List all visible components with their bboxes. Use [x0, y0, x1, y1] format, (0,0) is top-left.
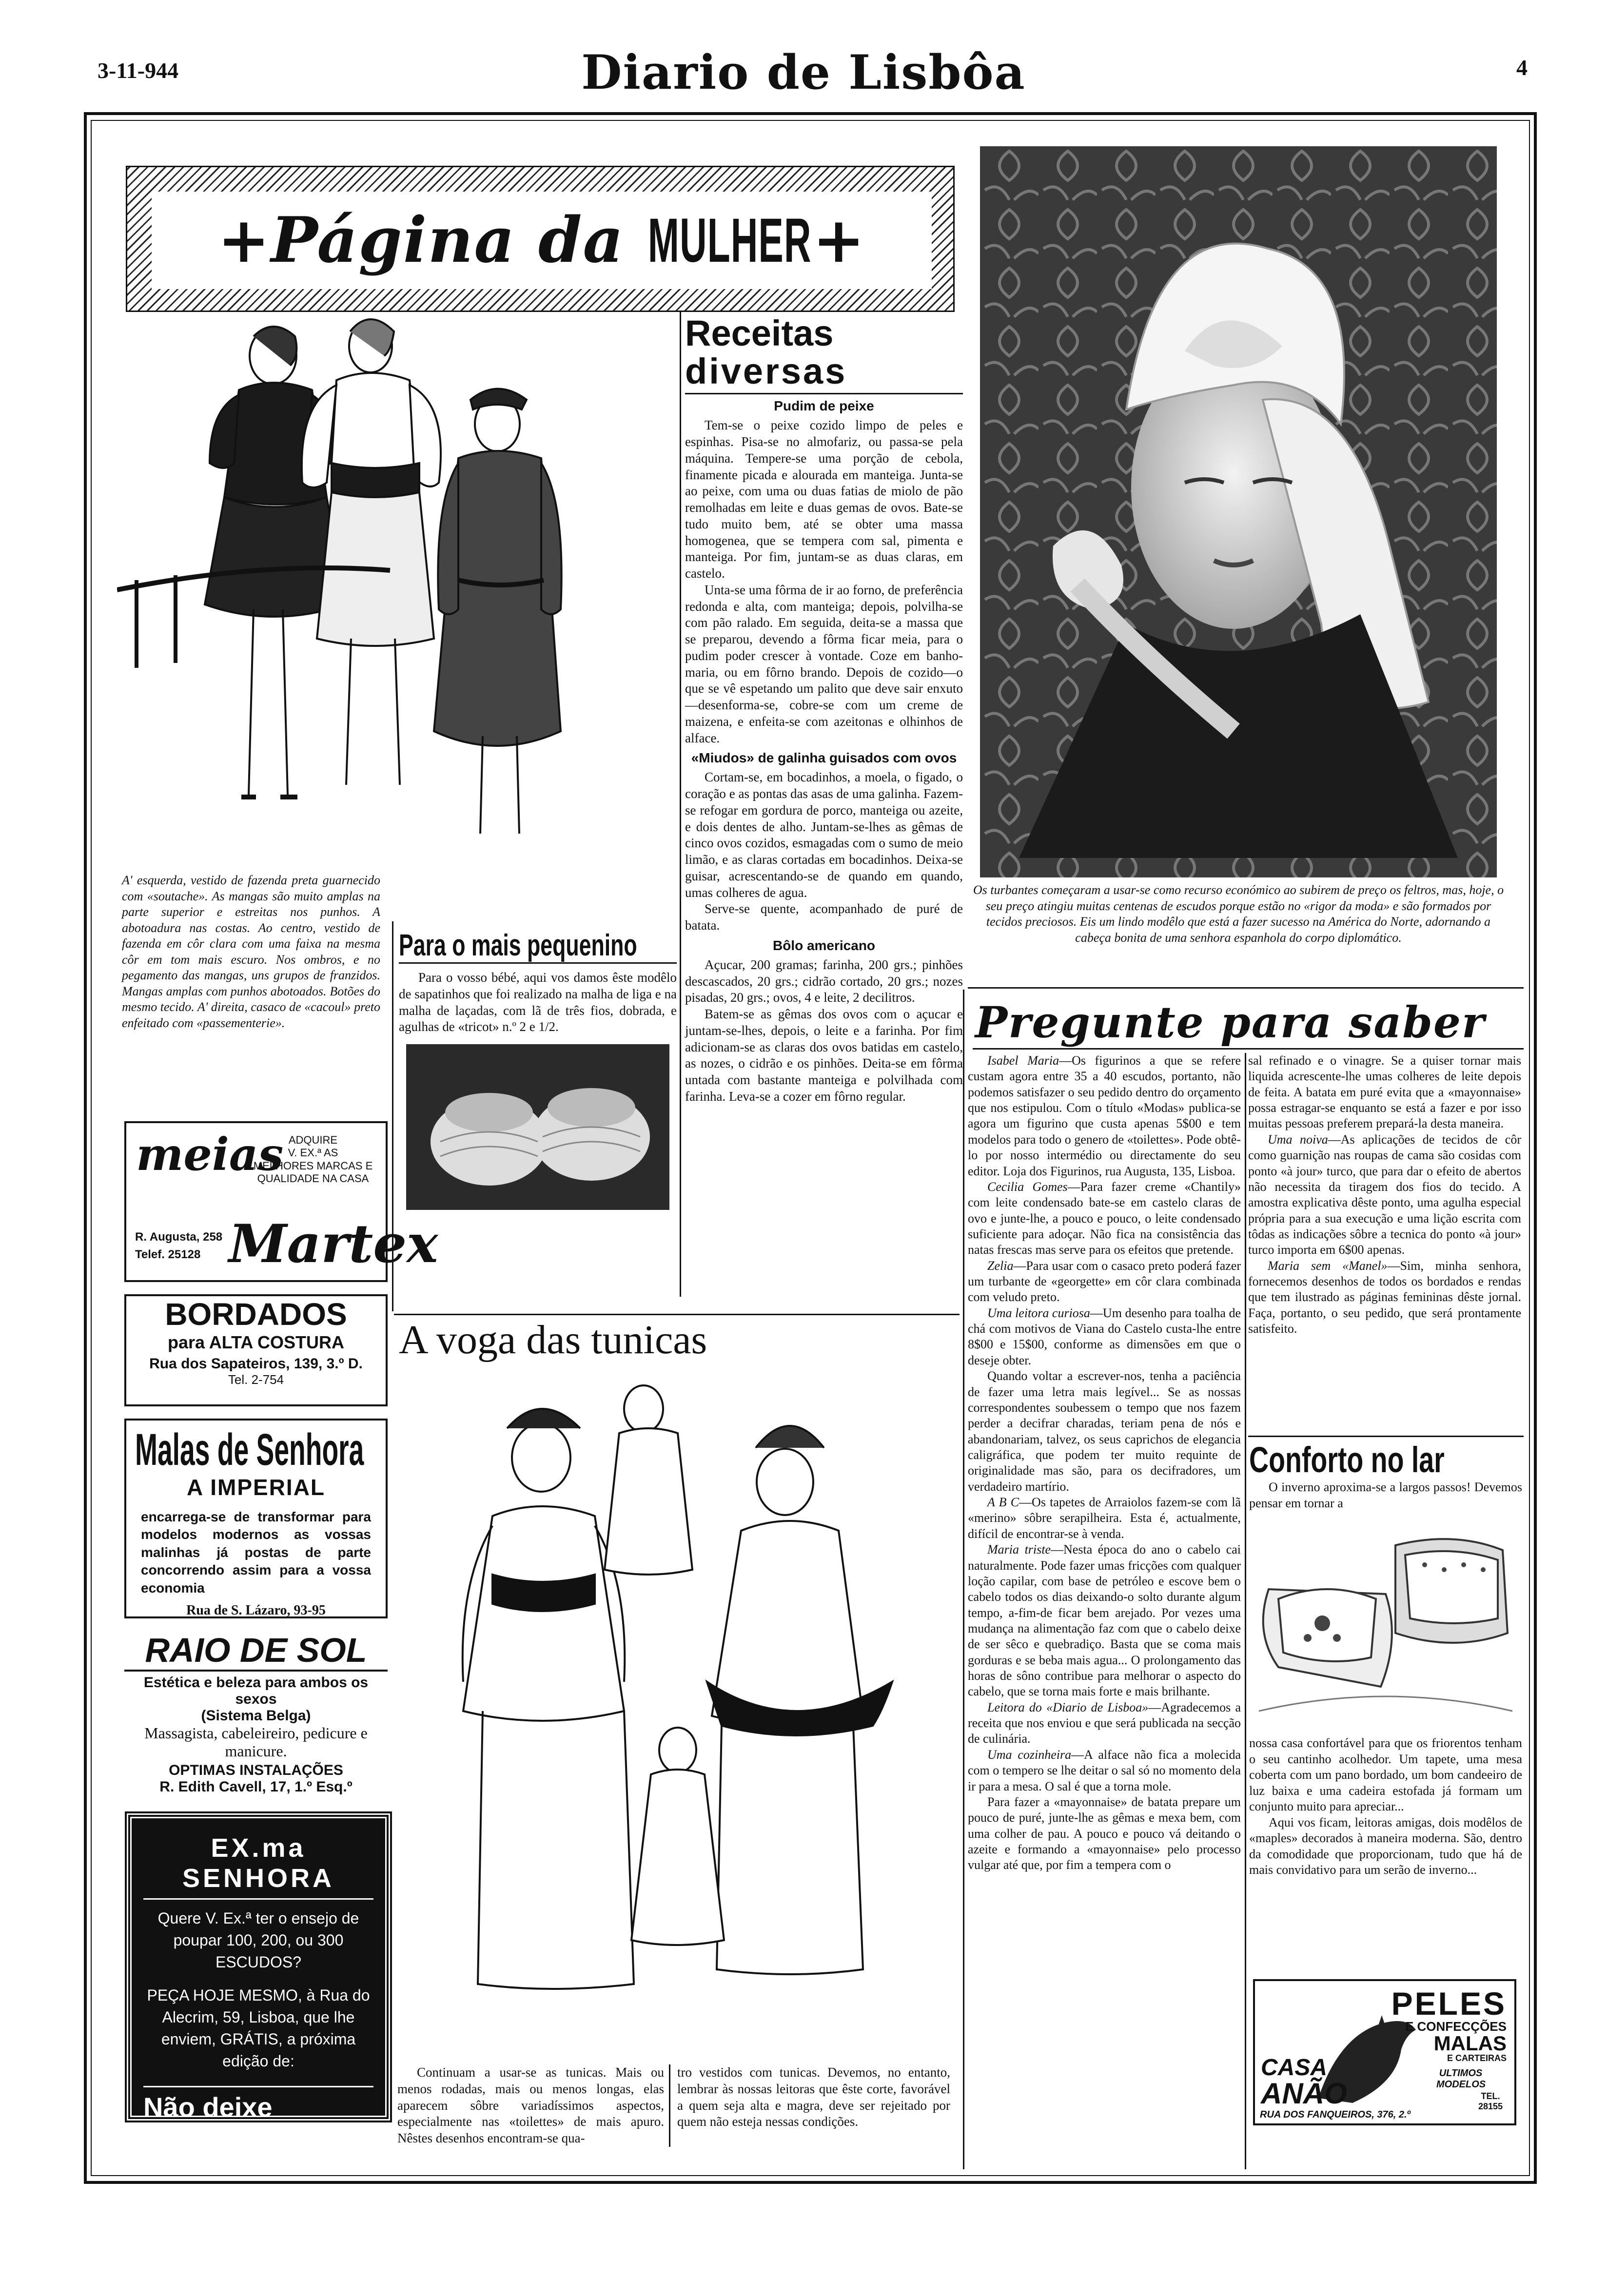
recipe-sub-2: «Miudos» de galinha guisados com ovos — [691, 750, 957, 766]
ad-malas-title: Malas de Senhora — [135, 1425, 364, 1474]
ad-peles-address: RUA DOS FANQUEIROS, 376, 2.º — [1260, 2109, 1411, 2120]
ad-peles-name1: CASA — [1261, 2055, 1328, 2081]
ask-entry-name: Cecilia Gomes — [987, 1179, 1068, 1194]
ask-column-2 — [1248, 1053, 1521, 1337]
ad-meias-info — [247, 1134, 379, 1186]
baby-section — [399, 929, 677, 1210]
ask-entry-text: Quando voltar a escrever-nos, tenha a paciência de fazer uma letra mais legível... Se as nossas correspondentes soubessem o tempo que nos fazem perder a decifrar charadas, teriam pena de nós e abandonariam, talvez, os seus caprichos de elegancia caligráfica, que podem ter muito requinte de originalidade mas são, para os decifradores, um verdadeiro martírio. — [968, 1369, 1241, 1494]
tunics-paragraph: tro vestidos com tunicas. Devemos, no entanto, lembrar às nossas leitoras que êste corte, favorável a quem seja alta e magra, deve ser rejeitado por quem não esteja nessas condições. — [677, 2065, 950, 2129]
comfort-paragraph: O inverno aproxima-se a largos passos! Devemos pensar em tornar a — [1249, 1480, 1522, 1510]
ad-bordados-line2: Rua dos Sapateiros, 139, 3.º D. — [149, 1356, 363, 1372]
section-banner — [126, 166, 955, 312]
ask-entry: Zelia—Para usar com o casaco preto poderá fazer um turbante de «georgette» em côr clara combinada com veludo preto. — [968, 1258, 1241, 1304]
turban-portrait — [980, 146, 1497, 877]
recipe-paragraph: Serve-se quente, acompanhado de puré de batata. — [685, 901, 963, 933]
armchairs-illustration — [1249, 1516, 1522, 1731]
baby-shoes-drawing — [406, 1044, 669, 1210]
banner-script: Página da — [271, 204, 625, 277]
banner-plus-right: + — [812, 204, 866, 277]
ask-entry: Uma leitora curiosa—Um desenho para toalha de chá com motivos de Viana do Castelo custa-lhe entre 8$00 e 15$00, conforme as dimensões em que o deseje obter. — [968, 1305, 1241, 1367]
ad-peles-line1: PELES — [1391, 1985, 1507, 2022]
comfort-section — [1249, 1440, 1522, 1878]
ask-entry-text: Para fazer creme «Chantily» com leite condensado bate-se em castelo claras de ovo e junte-lhe, a pouco e pouco, o leite condensado suficiente para adoçar. Não fica na consistência das natas frescas mas serve para os efeitos que pretende. — [968, 1179, 1241, 1257]
masthead-title: Diario de Lisbôa — [581, 45, 1026, 100]
recipes-rule — [685, 393, 963, 394]
comfort-title-box — [1249, 1440, 1522, 1479]
ad-peles-tel: TEL. 28155 — [1478, 2091, 1503, 2111]
recipes-body — [685, 397, 963, 1105]
ask-entry — [968, 1368, 1241, 1495]
comfort-body-1 — [1249, 1479, 1522, 1511]
baby-title: Para o mais pequenino — [399, 929, 637, 962]
ad-raio-address: R. Edith Cavell, 17, 1.º Esq.º — [159, 1779, 353, 1795]
ad-exma — [127, 1813, 390, 2121]
section-rule — [968, 987, 1524, 989]
comfort-paragraph: nossa casa confortável para que os friorentos tenham o seu cantinho acolhedor. Um tapete, uma mesa coberta com um pano bordado, um bom candeeiro de luz baixa e uma cadeira estofada já formam um conjunto muito para apreciar... — [1249, 1736, 1522, 1813]
banner-big: MULHER — [647, 206, 812, 275]
section-rule — [1248, 1436, 1524, 1437]
ad-exma-footer: Não deixe — [143, 2086, 373, 2123]
recipe-paragraph: Açucar, 200 gramas; farinha, 200 grs.; pinhões descascados, 20 grs.; cidrão cortado, 20 grs.; nozes pisadas, 20 grs.; ovos, 4 e leite, 2 decilitros. — [685, 957, 963, 1005]
comfort-title: Conforto no lar — [1249, 1440, 1445, 1479]
ask-entry-name: Maria triste — [987, 1542, 1051, 1557]
tunics-col-2 — [677, 2064, 950, 2147]
ad-raio — [124, 1631, 388, 1796]
ad-meias-word: meias — [136, 1128, 284, 1181]
ask-entry-text: Para usar com o casaco preto poderá fazer um turbante de «georgette» em côr clara combinada com veludo preto. — [968, 1258, 1241, 1304]
column-rule — [963, 990, 964, 2169]
ask-entry-text: As aplicações de tecidos de côr como guarnição nas roupas de cama são cosidas com ponto «à jour» turco, que para dar o efeito de abertos não necessita da tiragem dos fios do tecido. A amostra explicativa dêste ponto, uma agulha especial própria para a sua execução e uma lição escrita com tôdas as indicações sôbre a tecnica do ponto «à jour» turco importa em 6$00 apenas. — [1248, 1132, 1521, 1257]
ad-malas-title-box — [126, 1425, 386, 1474]
ad-bordados-title: BORDADOS — [165, 1297, 347, 1332]
section-rule — [394, 1314, 960, 1315]
ask-entry: Maria triste—Nesta época do ano o cabelo cai naturalmente. Pode fazer umas fricções com qualquer loção capilar, com base de petróleo e escove bem o cabelo todos os dias deixando-o solto durante algum tempo, a-fim-de ficar bem arejado. Por vezes uma mudança na alimentação faz com que o cabelo deixe de ser sêco e quebradiço. Basta que se coma mais gorduras e se beba mais agua... O prolongamento das horas de sôno contribue para melhorar o aspecto do cabelo, que se torna mais forte e mais brilhante. — [968, 1542, 1241, 1699]
ask-entry-name: Maria sem «Manel» — [1268, 1258, 1388, 1273]
tunics-col-1 — [397, 2064, 670, 2147]
tunics-drawing — [405, 1370, 956, 2047]
ask-entry-text: Agradecemos a receita que nos enviou e que será publicada na secção de culinária. — [968, 1700, 1241, 1746]
ad-meias-phone: Telef. 25128 — [135, 1248, 201, 1261]
ad-malas-body: encarrega-se de transformar para modelos modernos as vossas malinhas já postas de parte concorrendo assim para a vossa economia — [141, 1509, 371, 1596]
column-rule — [1245, 1053, 1246, 2169]
ad-bordados-line1: para ALTA COSTURA — [167, 1332, 344, 1352]
ask-entry-text: Sim, minha senhora, fornecemos desenhos de todos os bordados e rendas que tem ilustrado as páginas femininas dêste jornal. Faça, portanto, o seu pedido, que será prontamente satisfeito. — [1248, 1258, 1521, 1336]
tunics-illustration — [405, 1370, 956, 2047]
ask-entry-text: Nesta época do ano o cabelo cai naturalmente. Pode fazer umas fricções com qualquer loção capilar, com base de petróleo e escove bem o cabelo todos os dias deixando-o solto durante algum tempo, a-fim-de ficar bem arejado. Por vezes uma mudança na alimentação faz com que o cabelo deixe de ser sêco e quebradiço. Basta que se coma mais gorduras e se beba mais agua... O prolongamento das horas de sôno contribue para melhorar o aspecto do cabelo, que se torna mais forte e mais brilhante. — [968, 1542, 1241, 1699]
ask-entry: Leitora do «Diario de Lisboa»—Agradecemos a receita que nos enviou e que será publicada na secção de culinária. — [968, 1700, 1241, 1746]
ask-entry: Maria sem «Manel»—Sim, minha senhora, fornecemos desenhos de todos os bordados e rendas que tem ilustrado as páginas femininas dêste jornal. Faça, portanto, o seu pedido, que será prontamente satisfeito. — [1248, 1258, 1521, 1336]
ad-raio-title: RAIO DE SOL — [124, 1631, 388, 1672]
comfort-paragraph: Aqui vos ficam, leitoras amigas, dois modêlos de «maples» decorados à maneira moderna. São, dentro da comodidade que proporcionam, tudo que há de mais convidativo para um serão de inverno... — [1249, 1815, 1522, 1877]
ad-raio-line1: Estética e beleza para ambos os sexos — [143, 1674, 369, 1707]
recipe-paragraph: Batem-se as gêmas dos ovos com o açucar e juntam-se-lhes, depois, o leite e a farinha. Por fim adicionam-se as claras dos ovos batidas em castelo, as nozes, o cidrão e os pinhões. Deita-se em fôrma untada com bastante manteiga e polvilhada com farinha. Leva-se a cozer em fôrno regular. — [685, 1007, 963, 1104]
recipes-title-line1: Receitas — [685, 313, 834, 353]
ask-entry-text: sal refinado e o vinagre. Se a quiser tornar mais liquida acrescente-lhe umas colheres de leite depois de feita. A batata em puré evita que a «mayonnaise» possa estragar-se enquanto se está a fazer e por isso muitas pessoas preferem prepará-la desta maneira. — [1248, 1053, 1521, 1131]
ad-bordados-phone: Tel. 2-754 — [228, 1372, 284, 1387]
tunics-title: A voga das tunicas — [399, 1317, 707, 1362]
baby-title-box — [399, 929, 677, 964]
ad-meias-line: V. EX.ª AS — [288, 1147, 338, 1159]
ask-entry-text: Os figurinos a que se refere custam agora entre 35 a 40 escudos, portanto, não podemos satisfazer o seu pedido dentro do orçamento que nos estipulou. Com o título «Modas» publica-se agora um figurino que custa apenas 5$00 e tem modelos para todo o genero de «toilettes». Pode obtê-lo por nosso intermédio ou directamente do seu editor. Loja dos Figurinos, rua Augusta, 135, Lisboa. — [968, 1053, 1241, 1178]
ad-malas — [124, 1419, 388, 1618]
ask-entry-name: Leitora do «Diario de Lisboa» — [987, 1700, 1149, 1714]
page-number: 4 — [1516, 55, 1528, 80]
ask-rule — [973, 1048, 1524, 1050]
fashion-illustration — [117, 317, 678, 868]
ask-entry-name: Zelia — [987, 1258, 1014, 1273]
recipe-paragraph: Unta-se uma fôrma de ir ao forno, de preferência redonda e alta, com manteiga; depois, polvilha-se com pão ralado. Em seguida, deita-se a massa que se preparou, devendo a fôrma ficar meia, para o pudim poder crescer à vontade. Coze em banho-maria, ou em fôrno brando. Depois de cozido—o que se vê espetando um palito que deve sair enxuto—desenforma-se, cobre-se com um creme de maizena, e enfeita-se com azeitonas e olhinhos de alface. — [685, 582, 963, 745]
tunics-body — [397, 2064, 958, 2147]
baby-shoes-photo — [406, 1044, 669, 1210]
baby-paragraph: Para o vosso bébé, aqui vos damos êste modêlo de sapatinhos que foi realizado na malha de liga e na malha de laçadas, com lã de três fios, dobrada, e agulhas de «tricot» n.º 2 e 1/2. — [399, 970, 677, 1034]
ad-meias-address: R. Augusta, 258 — [135, 1230, 223, 1244]
ad-exma-body1: Quere V. Ex.ª ter o ensejo de poupar 100, 200, ou 300 ESCUDOS? — [157, 1909, 359, 1971]
ask-entry-name: Uma cozinheira — [987, 1747, 1072, 1762]
fashion-caption: A' esquerda, vestido de fazenda preta guarnecido com «soutache». As mangas são muito amplas na parte superior e estreitas nos punhos. A abotoadura nas costas. Ao centro, vestido de fazenda em côr clara com uma faixa na mesma côr em tom mais escuro. Nos ombros, e no pegamento das mangas, uns grupos de franzidos. Mangas amplas com punhos abotoados. Botões do mesmo tecido. A' direita, casaco de «cacoul» preto enfeitado com «passementerie». — [122, 873, 380, 1030]
ad-malas-name: A IMPERIAL — [186, 1475, 326, 1500]
ask-title: Pregunte para saber — [975, 997, 1486, 1048]
ad-raio-line2: (Sistema Belga) — [201, 1708, 311, 1724]
fashion-drawing — [117, 317, 678, 868]
ad-meias-line: MELHORES MARCAS E — [253, 1159, 373, 1172]
ad-peles — [1253, 1979, 1516, 2125]
ad-peles-name2: ANÃO — [1261, 2077, 1347, 2110]
armchairs-drawing — [1249, 1516, 1522, 1731]
column-rule — [680, 312, 681, 1297]
ad-bordados — [124, 1294, 388, 1406]
ad-raio-line3: Massagista, cabeleireiro, pedicure e manicure. — [144, 1724, 368, 1760]
ask-entry: Uma cozinheira—A alface não fica a molecida com o tempero se lhe deitar o sal só no momento dela ir para a mesa. O sal é que a torna mole. — [968, 1747, 1241, 1793]
recipes-title-line2: diversas — [685, 350, 847, 391]
tunics-paragraph: Continuam a usar-se as tunicas. Mais ou menos rodadas, mais ou menos longas, elas aparecem sôbre variadíssimos aspectos, especialmente nas «toilettes» de mais apuro. Nêstes desenhos encontram-se qua- — [397, 2065, 664, 2145]
recipe-sub-3: Bôlo americano — [772, 937, 876, 953]
ad-peles-models: ULTIMOS MODELOS — [1436, 2068, 1486, 2090]
ask-entry: A B C—Os tapetes de Arraiolos fazem-se com lã «merino» sôbre serapilheira. Esta é, actualmente, difícil de encontrar-se à venda. — [968, 1495, 1241, 1541]
ask-entry-text: Os tapetes de Arraiolos fazem-se com lã «merino» sôbre serapilheira. Esta é, actualmente, difícil de encontrar-se à venda. — [968, 1495, 1241, 1541]
ask-entry-name: A B C — [987, 1495, 1019, 1510]
ad-peles-line2: E CONFECÇÕES — [1405, 2019, 1507, 2034]
ask-entry: Cecilia Gomes—Para fazer creme «Chantily» com leite condensado bate-se em castelo claras de ovo e junte-lhe, a pouco e pouco, o leite condensado suficiente para adoçar. Não fica na consistência das natas frescas mas serve para os efeitos que pretende. — [968, 1179, 1241, 1257]
ad-exma-body2: PEÇA HOJE MESMO, à Rua do Alecrim, 59, Lisboa, que lhe enviem, GRÁTIS, a próxima edição de: — [147, 1986, 370, 2070]
ask-entry — [968, 1794, 1241, 1873]
ask-entry-text: Um desenho para toalha de chá com motivos de Viana do Castelo custa-lhe entre 8$00 e 15$00, conforme as dimensões em que o deseje obter. — [968, 1305, 1241, 1367]
ad-meias-line: ADQUIRE — [288, 1134, 338, 1146]
turban-photo — [980, 146, 1497, 877]
ask-entry-text: Para fazer a «mayonnaise» de batata prepare um pouco de puré, junte-lhe as gêmas e mexa bem, com uma colher de pau. A pouco e pouco vá deitando o azeite e formando a «mayonnaise» pelo processo vulgar até que, por fim a tempera com o — [968, 1794, 1241, 1872]
ask-entry-name: Uma leitora curiosa — [987, 1305, 1090, 1320]
comfort-body-2 — [1249, 1735, 1522, 1878]
ad-peles-line3: MALAS — [1433, 2032, 1507, 2055]
ask-entry-name: Isabel Maria — [987, 1053, 1059, 1068]
baby-body — [399, 970, 677, 1035]
ad-meias-brand: Martex — [229, 1213, 438, 1275]
ask-entry: Isabel Maria—Os figurinos a que se refere custam agora entre 35 a 40 escudos, portanto, não podemos satisfazer o seu pedido dentro do orçamento que nos estipulou. Com o título «Modas» publica-se agora um figurino que custa apenas 5$00 e tem modelos para todo o genero de «toilettes». Pode obtê-lo por nosso intermédio ou directamente do seu editor. Loja dos Figurinos, rua Augusta, 135, Lisboa. — [968, 1053, 1241, 1178]
ad-meias-line: QUALIDADE NA CASA — [257, 1172, 369, 1185]
banner-inner — [152, 192, 932, 289]
ad-peles-line4: E CARTEIRAS — [1447, 2053, 1507, 2063]
recipes-section — [685, 314, 963, 1105]
recipe-paragraph: Tem-se o peixe cozido limpo de peles e espinhas. Pisa-se no almofariz, ou passa-se pela máquina. Tempere-se uma porção de cebola, finamente picada e alourada em manteiga. Junta-se ao peixe, com uma ou duas fatias de miolo de pão remolhadas em leite e duas gemas de ovos. Bate-se tudo muito bem, até se obter uma massa homogenea, que se tempera com sal, pimenta e manteiga. Por fim, juntam-se as duas claras, em castelo. — [685, 418, 963, 581]
ad-meias — [124, 1121, 438, 1282]
ask-column-1 — [968, 1053, 1241, 1873]
ask-entry-text: A alface não fica a molecida com o tempero se lhe deitar o sal só no momento dela ir para a mesa. O sal é que a torna mole. — [968, 1747, 1241, 1793]
ad-exma-title: EX.ma SENHORA — [143, 1833, 373, 1900]
ask-entry — [1248, 1053, 1521, 1132]
ad-malas-address: Rua de S. Lázaro, 93-95 — [186, 1602, 326, 1618]
banner-title — [217, 204, 865, 277]
ask-entry: Uma noiva—As aplicações de tecidos de côr como guarnição nas roupas de cama são cosidas com ponto «à jour» turco, que para dar o efeito de abertos não necessita da tiragem dos fios do tecido. A amostra explicativa dêste ponto, uma agulha especial própria para a sua execução e uma lição escrita com tôdas as indicações sôbre a tecnica do ponto «à jour» turco importa em 6$00 apenas. — [1248, 1132, 1521, 1257]
masthead-date: 3-11-944 — [98, 58, 179, 83]
ad-raio-line4: OPTIMAS INSTALAÇÕES — [169, 1762, 343, 1778]
ask-entry-name: Uma noiva — [1268, 1132, 1328, 1147]
banner-plus-left: + — [217, 204, 271, 277]
recipe-sub-1: Pudim de peixe — [774, 398, 874, 414]
recipe-paragraph: Cortam-se, em bocadinhos, a moela, o figado, o coração e as pontas das asas de uma galinha. Fazem-se refogar em gordura de porco, manteiga ou azeite, e dois dentes de alho. Juntam-se-lhes as gêmas de cinco ovos cozidos, esmagadas com o sumo de meio limão, e as claras cortadas em bocadinhos. Deixa-se guisar, acrescentando-se de quando em quando, umas colheres de agua. — [685, 770, 963, 900]
turban-caption: Os turbantes começaram a usar-se como recurso económico ao subirem de preço os feltros, mas, hoje, o seu preço atingiu muitas centenas de escudos porque estão no «rigor da moda» e são formados por tecidos preciosos. Eis um lindo modêlo que está a fazer sucesso na América do Norte, adornando a cabeça bonita de uma senhora espanhola do corpo diplomático. — [973, 883, 1504, 945]
